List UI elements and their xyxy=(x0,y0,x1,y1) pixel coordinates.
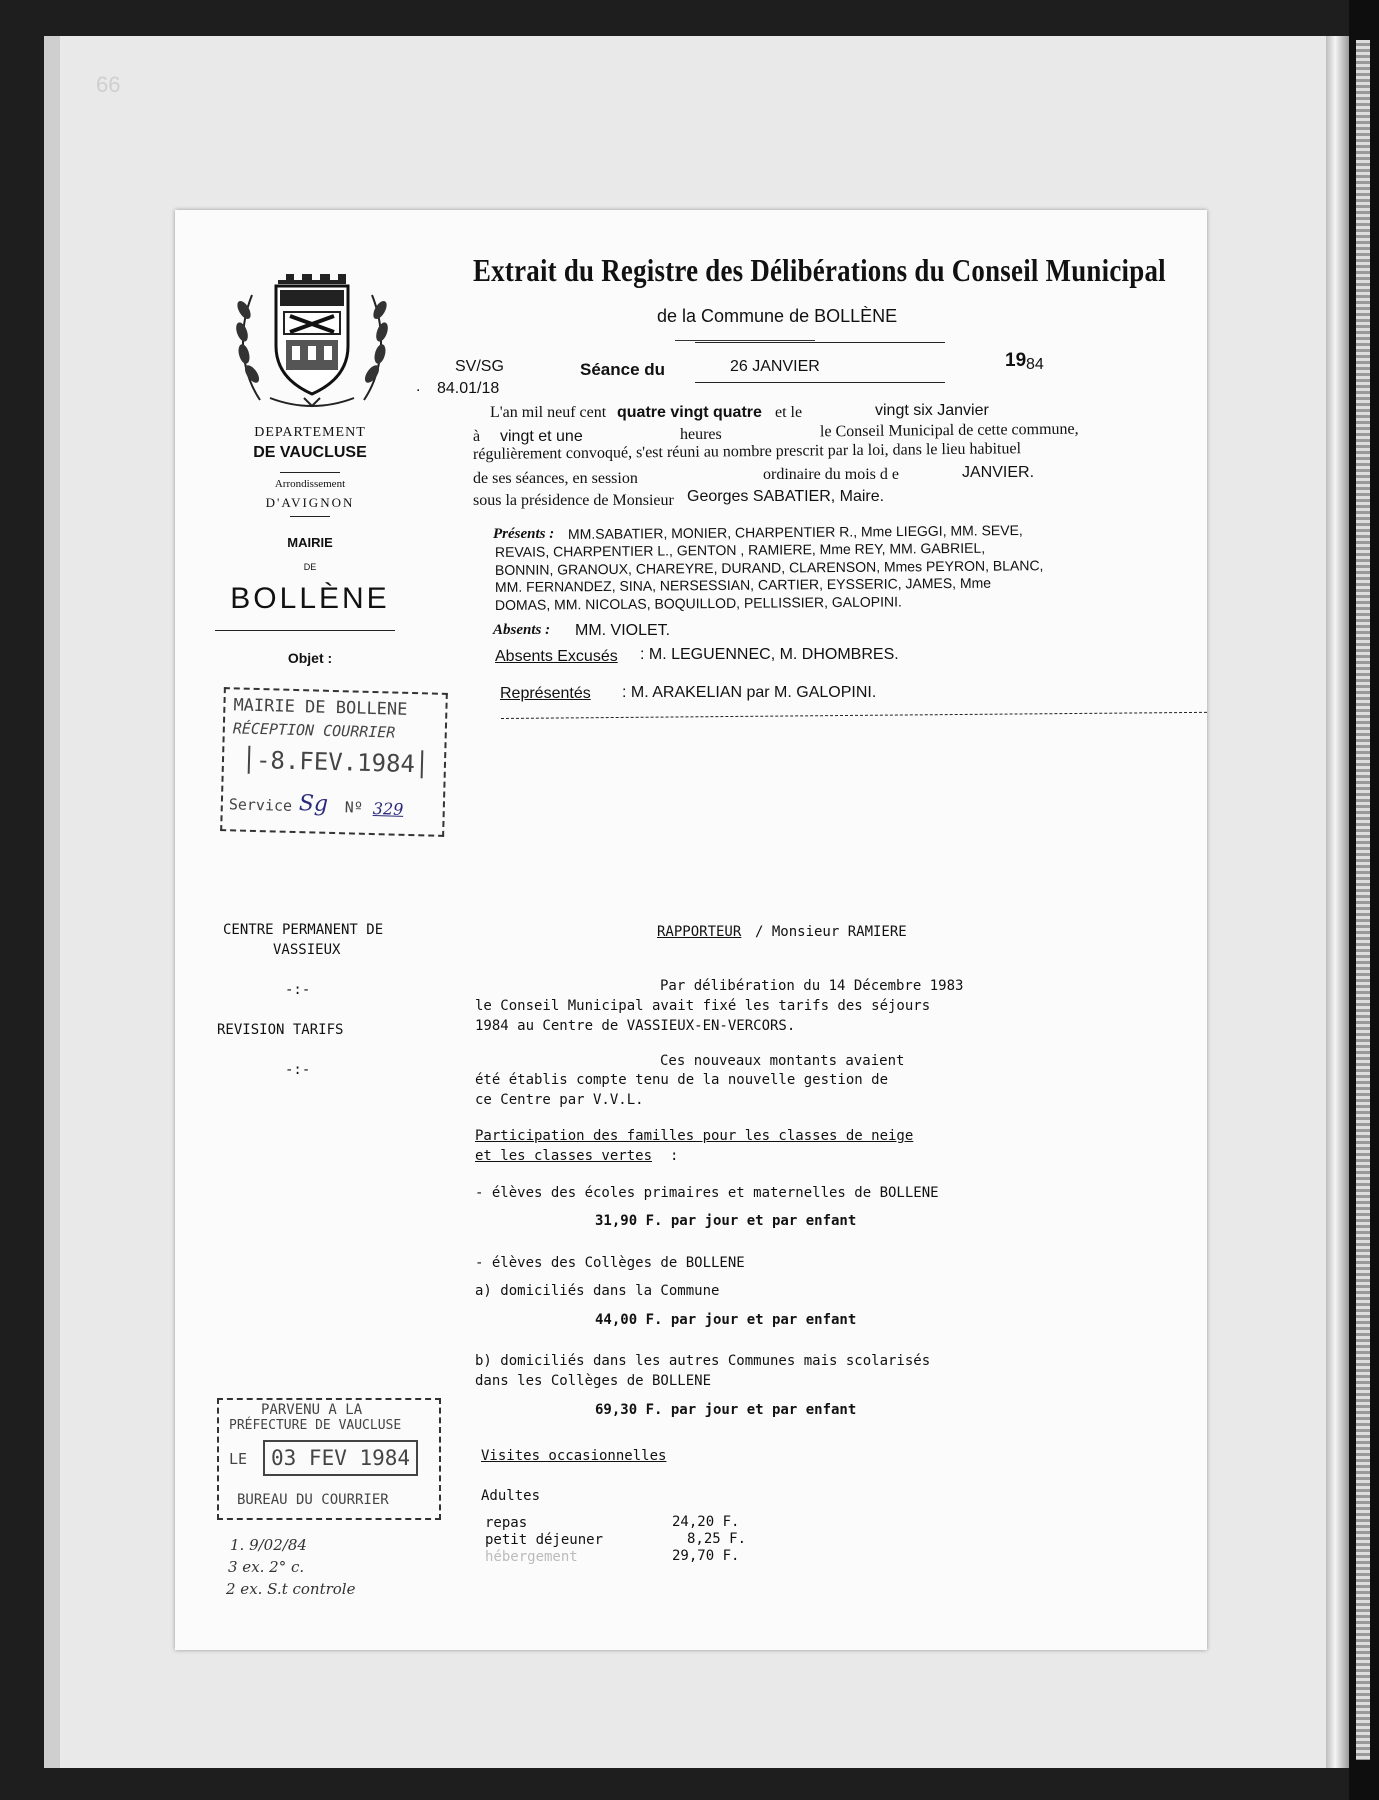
section-heading-visites: Visites occasionnelles xyxy=(481,1448,667,1464)
bollene-crest-icon xyxy=(230,270,394,420)
seance-year-suffix: 84 xyxy=(1026,356,1044,373)
objet-separator: -:- xyxy=(285,982,311,998)
mairie-label: MAIRIE xyxy=(287,535,333,550)
objet-label: Objet : xyxy=(287,650,333,666)
document-title: Extrait du Registre des Délibérations du Conseil Municipal xyxy=(473,252,1166,288)
objet-line-3: REVISION TARIFS xyxy=(217,1022,344,1038)
seance-date: 26 JANVIER xyxy=(730,358,820,375)
presents-label: Présents : xyxy=(493,526,555,542)
handwritten-note: 2 ex. S.t controle xyxy=(226,1580,356,1598)
absents-label: Absents : xyxy=(493,622,551,638)
representes-value: : M. ARAKELIAN par M. GALOPINI. xyxy=(622,684,877,701)
objet-line-1: CENTRE PERMANENT DE xyxy=(223,922,384,938)
excuses-label: Absents Excusés xyxy=(495,648,618,665)
arrondissement-label: Arrondissement xyxy=(274,478,346,490)
presents-line: REVAIS, CHARPENTIER L., GENTON , RAMIERE, Mme REY, MM. GABRIEL, xyxy=(494,539,986,560)
presents-line: MM. FERNANDEZ, SINA, NERSESSIAN, CARTIER, EYSSERIC, JAMES, Mme xyxy=(494,575,992,596)
presents-line: BONNIN, GRANOUX, CHAREYRE, DURAND, CLARENSON, Mmes PEYRON, BLANC, xyxy=(494,556,1044,578)
departement-label: DEPARTEMENT xyxy=(254,425,366,440)
price-colleges-exterieur: 69,30 F. par jour et par enfant xyxy=(595,1402,857,1418)
arrondissement: D'AVIGNON xyxy=(265,495,355,510)
departement: DE VAUCLUSE xyxy=(253,444,367,461)
commune-name: BOLLÈNE xyxy=(230,582,390,615)
tarif-price: 8,25 F. xyxy=(687,1531,747,1547)
tarif-label: hébergement xyxy=(485,1549,578,1565)
reception-stamp: MAIRIE DE BOLLENE RÉCEPTION COURRIER -8.FEV.1984 Service Sg Nº 329 xyxy=(220,687,448,837)
handwritten-note: 3 ex. 2° c. xyxy=(228,1558,305,1576)
binder-ring-icon xyxy=(1356,40,1370,1760)
separator-line xyxy=(501,712,1207,719)
presents-line: DOMAS, MM. NICOLAS, BOQUILLOD, PELLISSIER, GALOPINI. xyxy=(494,593,902,614)
reference-number: 84.01/18 xyxy=(437,380,500,397)
seance-label: Séance du xyxy=(580,360,666,379)
section-heading-classes: Participation des familles pour les classes de neige xyxy=(475,1128,914,1144)
objet-separator-2: -:- xyxy=(285,1062,311,1078)
tarif-label: petit déjeuner xyxy=(485,1532,604,1548)
objet-line-2: VASSIEUX xyxy=(273,942,341,958)
album-page-edge xyxy=(44,36,60,1768)
page-number: 66 xyxy=(96,72,121,97)
document-subtitle: de la Commune de BOLLÈNE xyxy=(657,306,898,326)
de-label: DE xyxy=(303,562,317,572)
seance-year: 19 xyxy=(1005,350,1027,371)
tarif-price: 24,20 F. xyxy=(672,1514,740,1530)
reference-code: SV/SG xyxy=(455,358,504,375)
absents-value: MM. VIOLET. xyxy=(575,622,671,639)
price-colleges-commune: 44,00 F. par jour et par enfant xyxy=(595,1312,857,1328)
handwritten-note: 1. 9/02/84 xyxy=(230,1536,307,1554)
excuses-value: : M. LEGUENNEC, M. DHOMBRES. xyxy=(640,646,899,663)
rapporteur-value: / Monsieur RAMIERE xyxy=(755,924,907,940)
title-ornament xyxy=(675,340,815,341)
reception-date: -8.FEV.1984 xyxy=(248,746,424,779)
presents-line: MM.SABATIER, MONIER, CHARPENTIER R., Mme LIEGGI, MM. SEVE, xyxy=(567,522,1023,542)
representes-label: Représentés xyxy=(500,685,591,702)
rapporteur-label: RAPPORTEUR xyxy=(657,924,742,940)
tarif-price: 29,70 F. xyxy=(672,1548,740,1564)
album-spine xyxy=(1326,36,1349,1768)
price-primaires: 31,90 F. par jour et par enfant xyxy=(595,1213,857,1229)
prefecture-stamp: PARVENU A LA PRÉFECTURE DE VAUCLUSE LE 03 FEV 1984 BUREAU DU COURRIER xyxy=(217,1398,441,1520)
tarif-label: repas xyxy=(485,1515,528,1531)
prefecture-date: 03 FEV 1984 xyxy=(263,1440,418,1476)
deliberation-document: Extrait du Registre des Délibérations du Conseil Municipal de la Commune de BOLLÈNE SV/SG 84.01/18 . Séance du 26 JANVIER 19 84 DEPARTEMENT DE VAUCLUSE Arrondissement D'AVIGNON MAIRIE DE BOLLÈNE Objet : MAIRIE DE BOLLENE RÉCEPTION COURRIER -8.FEV.1984 Service Sg Nº 329 L'an mil neuf cent quatre vingt quatre et le vingt six Janvier à vingt et une heures le Conseil Municipal de cette commune, régulièrement convoqué, s'est réuni au nombre prescrit par la loi, dans le lieu habituel de ses séances, en session ordinaire du mois d e JANVIER. sous la présidence de Monsieur Georges SABATIER, Maire. Présents : MM.SABATIER, MONIER, CHARPENTIER R., Mme LIEGGI, MM. SEVE, REVAIS, CHARPENTIER L., GENTON , RAMIERE, Mme REY, MM. GABRIEL, BONNIN, GRANOUX, CHAREYRE, DURAND, CLARENSON, Mmes PEYRON, BLANC, MM. FERNANDEZ, SINA, NERSESSIAN, CARTIER, EYSSERIC, JAMES, Mme DOMAS, MM. NICOLAS, BOQUILLOD, PELLISSIER, GALOPINI. Absents : MM. VIOLET. Absents Excusés : M. LEGUENNEC, M. DHOMBRES. Représentés : M. ARAKELIAN par M. GALOPINI. CENTRE PERMANENT DE VASSIEUX -:- REVISION TARIFS -:- PARVENU A LA PRÉFECTURE DE VAUCLUSE LE 03 FEV 1984 BUREAU DU COURRIER 1. 9/02/84 3 ex. 2° c. 2 ex. S.t controle RAPPORTEUR / Monsieur RAMIERE Par délibération du 14 Décembre 1983 le Conseil Municipal avait fixé les tarifs des séjours 1984 au Centre de VASSIEUX-EN-VERCORS. Ces nouveaux montants avaient été établis compte tenu de la nouvelle gestion de ce Centre par V.V.L. Participation des familles pour les classes de neige et les classes vertes : - élèves des écoles primaires et maternelles de BOLLENE 31,90 F. par jour et par enfant - élèves des Collèges de BOLLENE a) domiciliés dans la Commune 44,00 F. par jour et par enfant b) domiciliés dans les autres Communes mais scolarisés dans les Collèges de BOLLENE 69,30 F. par jour et par enfant Visites occasionnelles Adultes repas 24,20 F. petit déjeuner 8,25 F. hébergement 29,70 F. xyxy=(175,210,1207,1650)
